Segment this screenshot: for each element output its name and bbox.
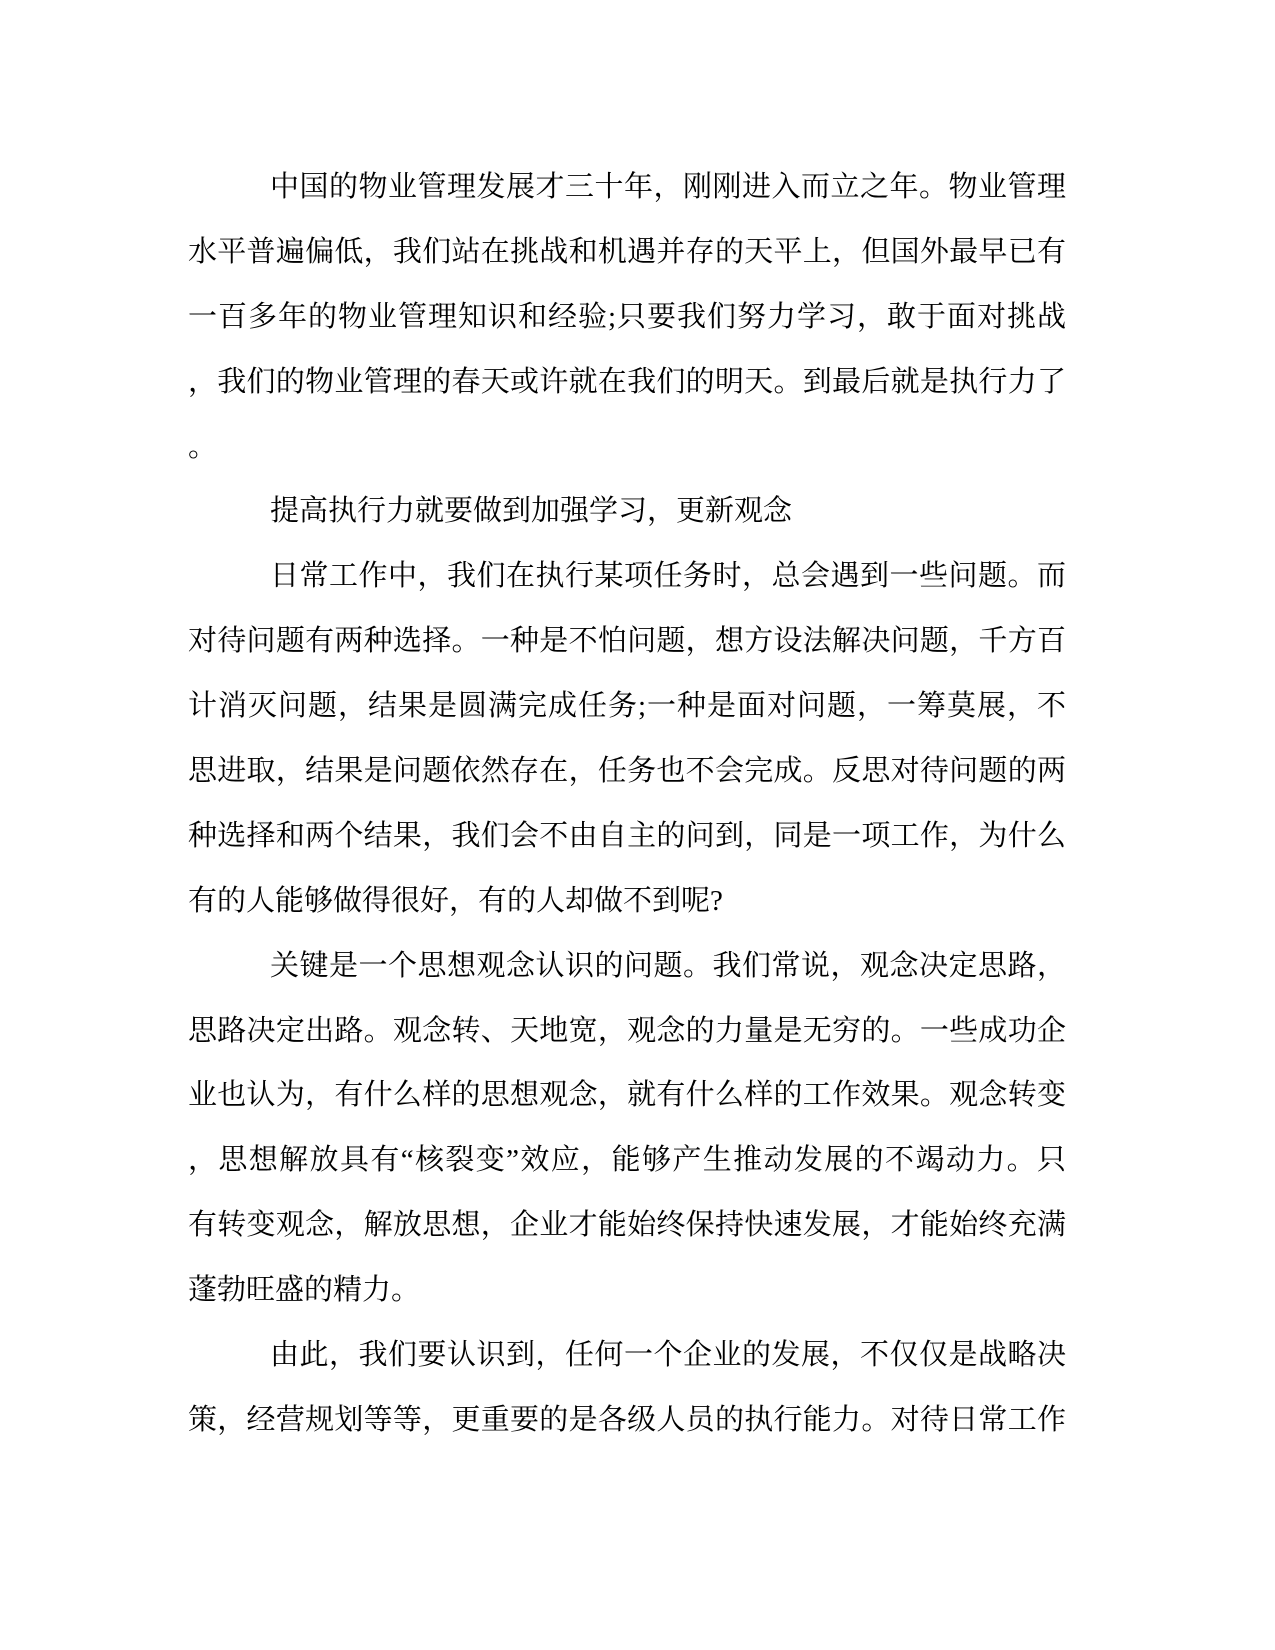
text-line: ，思想解放具有“核裂变”效应，能够产生推动发展的不竭动力。只 [188, 1144, 1066, 1177]
text-line: 思进取，结果是问题依然存在，任务也不会完成。反思对待问题的两 [188, 755, 1066, 788]
paragraph [188, 934, 1066, 1323]
text-line: 有的人能够做得很好，有的人却做不到呢? [188, 884, 723, 917]
paragraph [188, 544, 1066, 933]
text-line: 计消灭问题，结果是圆满完成任务;一种是面对问题，一筹莫展，不 [188, 690, 1066, 723]
text-line: 业也认为，有什么样的思想观念，就有什么样的工作效果。观念转变 [188, 1079, 1066, 1112]
text-line: 蓬勃旺盛的精力。 [188, 1274, 421, 1307]
text-line: 有转变观念，解放思想，企业才能始终保持快速发展，才能始终充满 [188, 1209, 1066, 1242]
text-line: 中国的物业管理发展才三十年，刚刚进入而立之年。物业管理 [270, 171, 1066, 203]
text-line: 水平普遍偏低，我们站在挑战和机遇并存的天平上，但国外最早已有 [188, 235, 1066, 268]
paragraph [188, 479, 1066, 544]
text-line: 策，经营规划等等，更重要的是各级人员的执行能力。对待日常工作 [188, 1403, 1066, 1436]
text-line: 思路决定出路。观念转、天地宽，观念的力量是无穷的。一些成功企 [188, 1014, 1066, 1047]
text-line: 日常工作中，我们在执行某项任务时，总会遇到一些问题。而 [270, 560, 1066, 593]
text-line: 。 [188, 430, 218, 463]
text-line: 对待问题有两种选择。一种是不怕问题，想方设法解决问题，千方百 [188, 625, 1066, 658]
document-body [188, 155, 1066, 1453]
text-line: 提高执行力就要做到加强学习，更新观念 [270, 495, 793, 528]
text-line: ，我们的物业管理的春天或许就在我们的明天。到最后就是执行力了 [188, 365, 1066, 398]
text-line: 由此，我们要认识到，任何一个企业的发展，不仅仅是战略决 [270, 1339, 1066, 1372]
text-line: 一百多年的物业管理知识和经验;只要我们努力学习，敢于面对挑战 [188, 300, 1066, 333]
paragraph [188, 1323, 1066, 1453]
text-line: 种选择和两个结果，我们会不由自主的问到，同是一项工作，为什么 [188, 819, 1066, 852]
paragraph [188, 155, 1066, 479]
text-line: 关键是一个思想观念认识的问题。我们常说，观念决定思路， [270, 949, 1066, 982]
